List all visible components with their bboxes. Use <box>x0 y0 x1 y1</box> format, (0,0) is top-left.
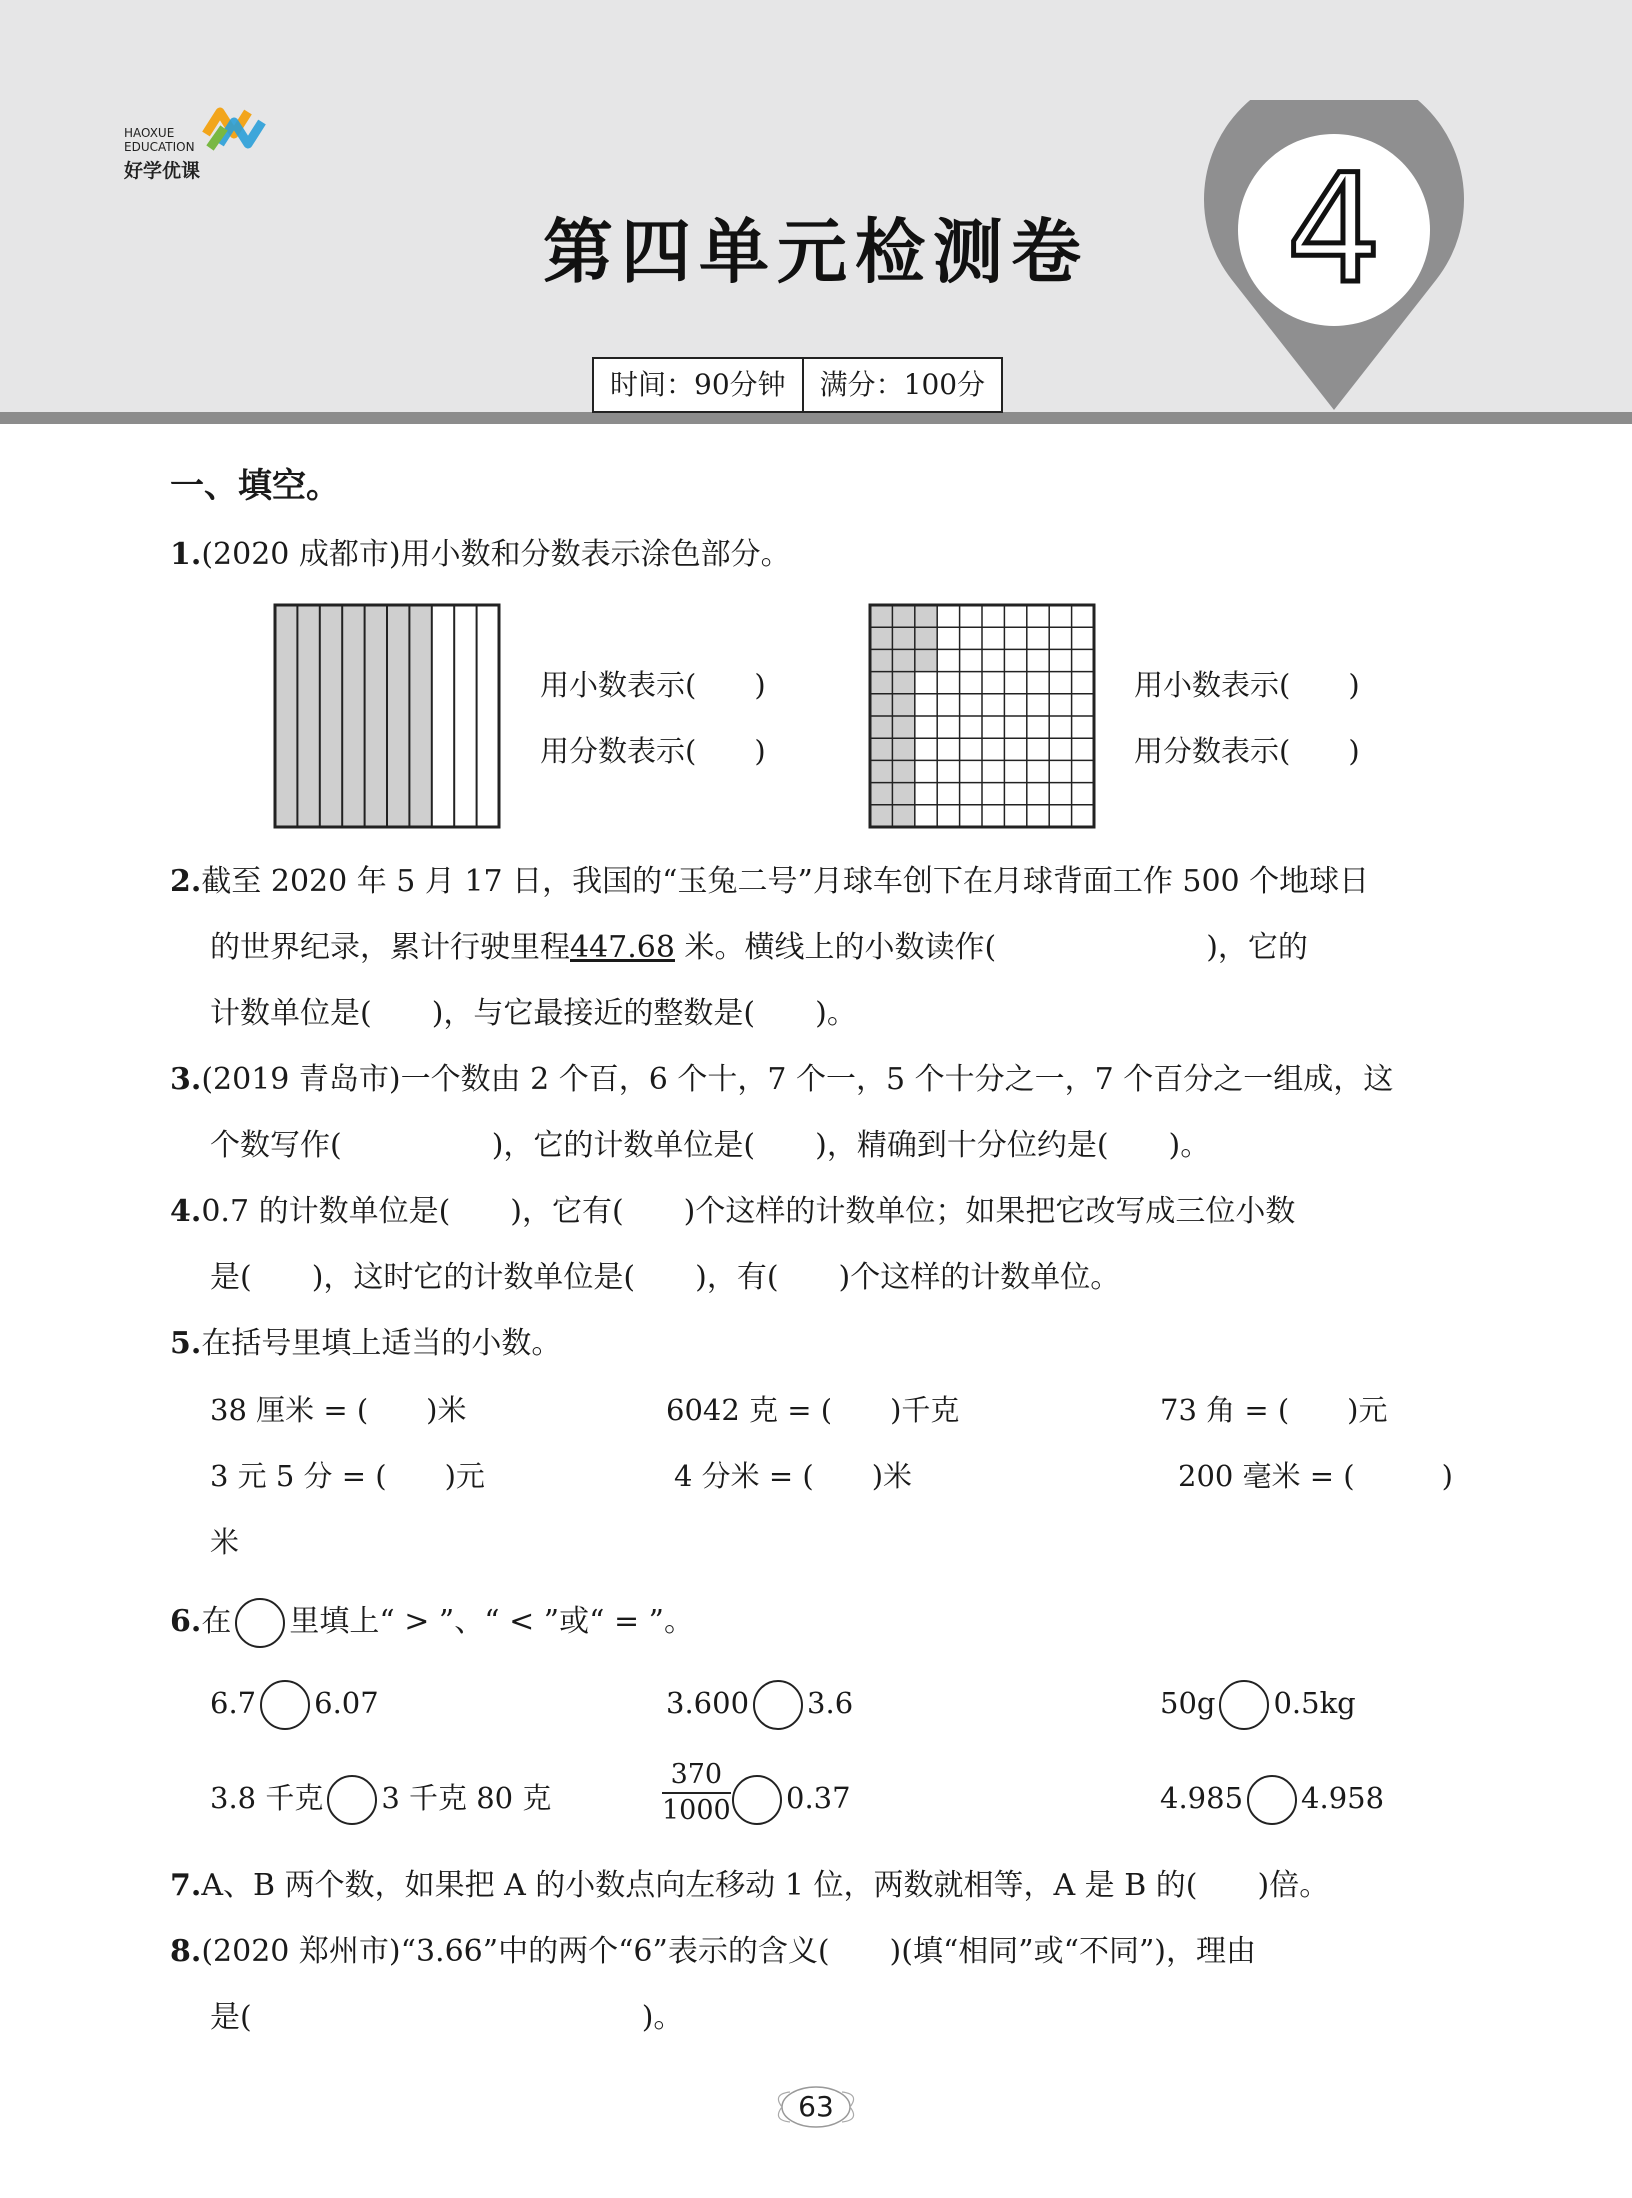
score-label: 满分：100分 <box>819 368 986 401</box>
question-4 <box>170 1192 1295 1232</box>
question-number: 4. <box>170 1194 202 1229</box>
compare-right: 0.5kg <box>1273 1686 1356 1720</box>
compare-circle-icon <box>235 1598 285 1648</box>
question-text: 在括号里填上适当的小数。 <box>201 1326 562 1361</box>
column-strip-figure <box>273 603 501 829</box>
compare-right: 3 千克 80 克 <box>381 1781 552 1815</box>
question-text: 里填上“ > ”、“ < ”或“ = ”。 <box>289 1604 694 1639</box>
conversion-item[interactable]: 3 元 5 分 = ( )元 <box>210 1459 485 1493</box>
conversion-item[interactable]: 200 毫米 = ( ) <box>1178 1459 1453 1493</box>
question-number: 6. <box>170 1604 202 1639</box>
question-6 <box>170 1598 694 1648</box>
fraction-370-1000 <box>662 1758 731 1828</box>
page-number: 63 <box>798 2090 834 2123</box>
question-5 <box>170 1324 561 1364</box>
question-text: (2019 青岛市)一个数由 2 个百，6 个十，7 个一，5 个十分之一，7 个百分之一组成，这 <box>201 1062 1394 1097</box>
conversion-item[interactable]: 4 分米 = ( )米 <box>674 1459 913 1493</box>
compare-circle[interactable] <box>1247 1775 1297 1825</box>
compare-item <box>728 1775 851 1825</box>
fraction-answer-b[interactable]: 用分数表示( ) <box>1134 734 1360 768</box>
compare-item <box>1160 1680 1356 1730</box>
decimal-answer-a[interactable]: 用小数表示( ) <box>540 668 766 702</box>
compare-item <box>666 1680 853 1730</box>
question-8 <box>170 1932 1256 1972</box>
conversion-item[interactable]: 73 角 = ( )元 <box>1160 1393 1388 1427</box>
conversion-wrap-unit: 米 <box>210 1525 240 1559</box>
compare-left: 3.8 千克 <box>210 1781 324 1815</box>
question-number: 8. <box>170 1934 202 1969</box>
question-text: 的世界纪录，累计行驶里程 <box>210 930 570 965</box>
conversion-item[interactable]: 38 厘米 = ( )米 <box>210 1393 467 1427</box>
question-1 <box>170 535 791 575</box>
fraction-denominator: 1000 <box>662 1795 731 1826</box>
compare-right: 6.07 <box>314 1686 379 1720</box>
brand-logo <box>124 104 284 184</box>
time-label: 时间：90分钟 <box>610 368 786 401</box>
question-text[interactable]: (2020 郑州市)“3.66”中的两个“6”表示的含义( )(填“相同”或“不同”)，理由 <box>201 1934 1257 1969</box>
compare-circle[interactable] <box>260 1680 310 1730</box>
fraction-answer-a[interactable]: 用分数表示( ) <box>540 734 766 768</box>
question-number: 1. <box>170 537 202 572</box>
compare-right: 4.958 <box>1301 1781 1385 1815</box>
question-number: 5. <box>170 1326 202 1361</box>
question-text[interactable]: 0.7 的计数单位是( )，它有( )个这样的计数单位；如果把它改写成三位小数 <box>201 1194 1296 1229</box>
question-text[interactable]: 米。横线上的小数读作( )，它的 <box>674 930 1308 965</box>
question-text: 截至 2020 年 5 月 17 日，我国的“玉兔二号”月球车创下在月球背面工作 500 个地球日 <box>201 864 1370 899</box>
compare-right: 3.6 <box>807 1686 854 1720</box>
question-2-line3[interactable]: 计数单位是( )，与它最接近的整数是( )。 <box>210 996 857 1031</box>
question-number: 7. <box>170 1868 202 1903</box>
question-3 <box>170 1060 1393 1100</box>
question-text: (2020 成都市)用小数和分数表示涂色部分。 <box>201 537 791 572</box>
conversion-item[interactable]: 6042 克 = ( )千克 <box>666 1393 960 1427</box>
question-2 <box>170 862 1369 902</box>
question-3-line2[interactable]: 个数写作( )，它的计数单位是( )，精确到十分位约是( )。 <box>210 1128 1211 1163</box>
underlined-number: 447.68 <box>570 930 675 965</box>
exam-meta <box>592 357 1003 413</box>
compare-circle[interactable] <box>753 1680 803 1730</box>
page-title: 第四单元检测卷 <box>543 211 1089 293</box>
compare-left: 6.7 <box>210 1686 257 1720</box>
logo-line2: EDUCATION <box>124 140 195 154</box>
logo-line1: HAOXUE <box>124 126 175 140</box>
compare-item <box>210 1775 551 1825</box>
question-2-line2 <box>210 928 1308 968</box>
compare-circle[interactable] <box>327 1775 377 1825</box>
decimal-answer-b[interactable]: 用小数表示( ) <box>1134 668 1360 702</box>
compare-item <box>210 1680 379 1730</box>
question-4-line2[interactable]: 是( )，这时它的计数单位是( )，有( )个这样的计数单位。 <box>210 1260 1121 1295</box>
fraction-numerator: 370 <box>662 1758 731 1794</box>
compare-circle[interactable] <box>732 1775 782 1825</box>
compare-right: 0.37 <box>786 1781 851 1815</box>
question-number: 3. <box>170 1062 202 1097</box>
compare-left: 4.985 <box>1160 1781 1244 1815</box>
question-text[interactable]: A、B 两个数，如果把 A 的小数点向左移动 1 位，两数就相等，A 是 B 的( )倍。 <box>201 1868 1330 1903</box>
compare-circle[interactable] <box>1219 1680 1269 1730</box>
question-8-line2[interactable]: 是( )。 <box>210 2000 684 2035</box>
question-7 <box>170 1866 1329 1906</box>
logo-chinese: 好学优课 <box>124 160 201 182</box>
compare-left: 50g <box>1160 1686 1216 1720</box>
compare-left: 3.600 <box>666 1686 750 1720</box>
section-heading: 一、填空。 <box>170 466 340 506</box>
hundred-grid-figure <box>868 603 1096 829</box>
question-number: 2. <box>170 864 202 899</box>
question-text: 在 <box>201 1604 232 1639</box>
compare-item <box>1160 1775 1384 1825</box>
unit-number: 4 <box>1286 143 1382 317</box>
